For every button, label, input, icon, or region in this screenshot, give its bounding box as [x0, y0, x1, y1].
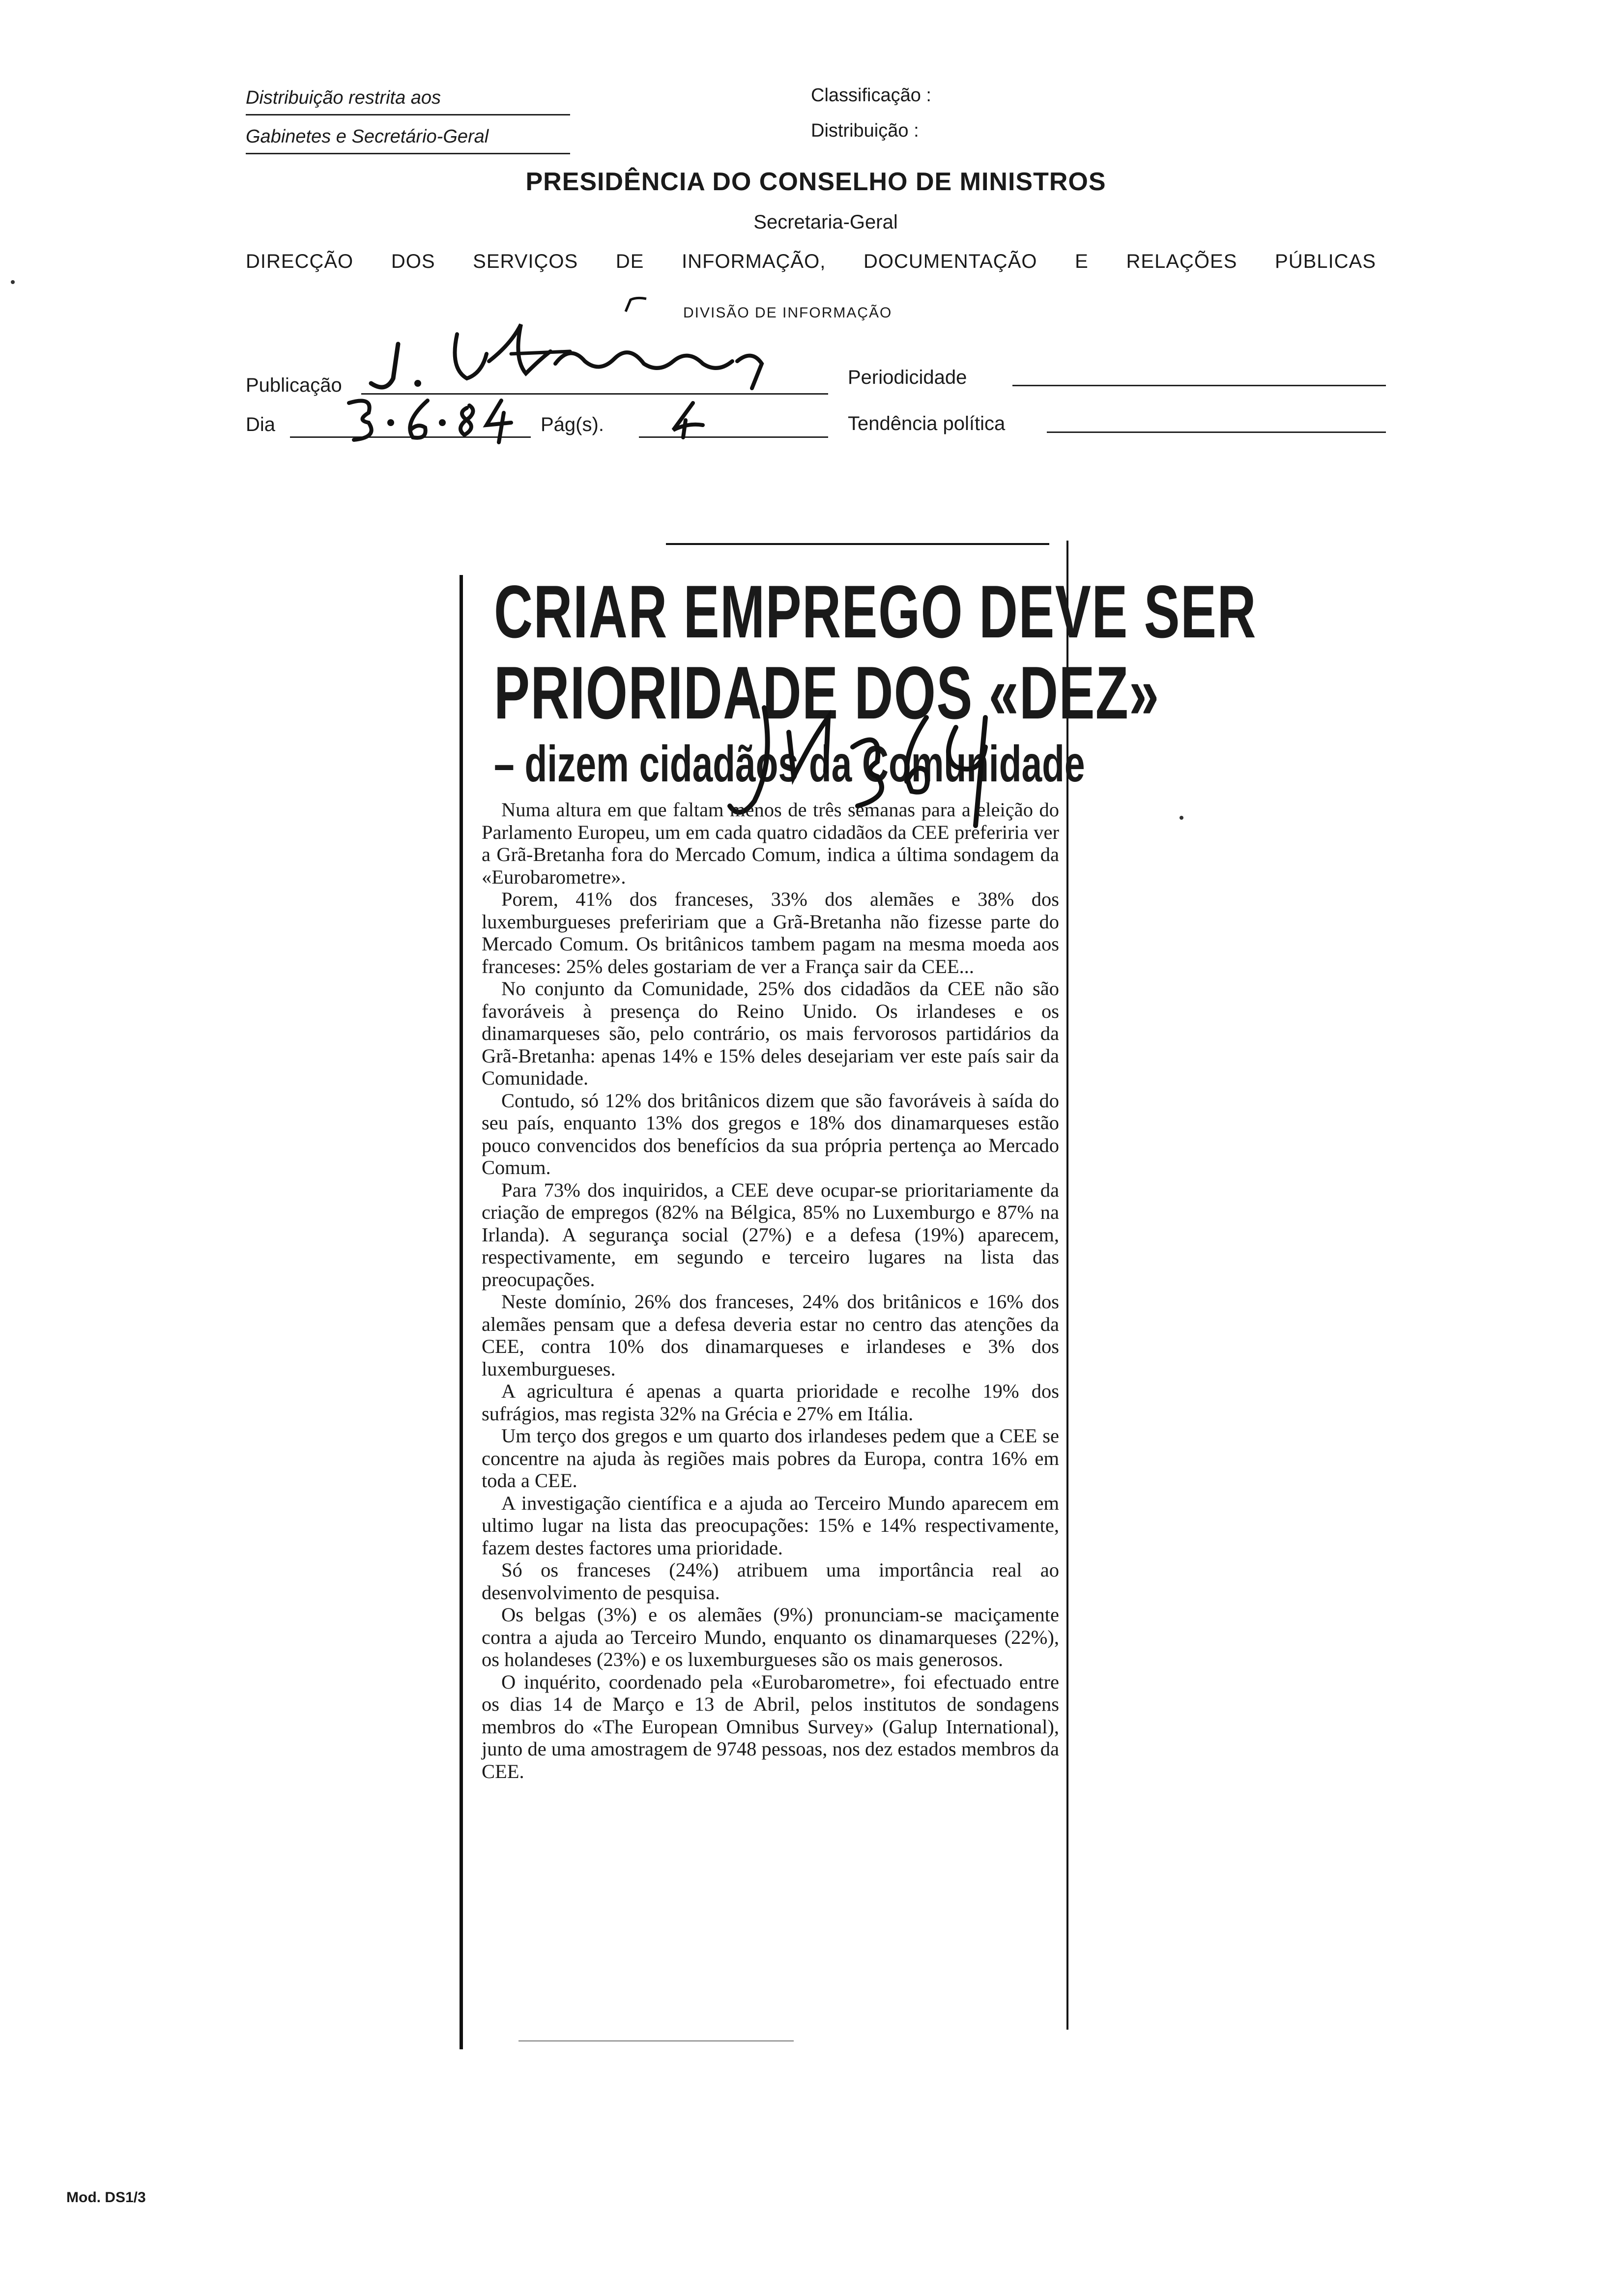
presidencia-title: PRESIDÊNCIA DO CONSELHO DE MINISTROS [525, 168, 1106, 196]
direccao-word: DOCUMENTAÇÃO [864, 251, 1037, 272]
dia-handwritten-value [339, 393, 536, 447]
restricted-distribution-note [246, 84, 570, 154]
periodicidade-underline [1012, 385, 1386, 386]
article-paragraph: A agricultura é apenas a quarta prioridade e recolhe 19% dos sufrágios, mas regista 32% na Grécia e 27% em Itália. [482, 1380, 1059, 1425]
direccao-word: DE [615, 251, 644, 272]
article-paragraph: O inquérito, coordenado pela «Eurobarometre», foi efectuado entre os dias 14 de Março e 13 de Abril, pelos institutos de sondagens membros do «The European Omnibus Survey» (Galup International), junto de uma amostragem de 9748 pessoas, nos dez estados membros da CEE. [482, 1670, 1059, 1782]
direccao-word: DOS [391, 251, 435, 272]
classification-block [811, 78, 931, 148]
article-paragraph: Só os franceses (24%) atribuem uma importância real ao desenvolvimento de pesquisa. [482, 1559, 1059, 1604]
clipping-top-rule [666, 543, 1049, 545]
clipping-bottom-rule [518, 2040, 794, 2041]
article-paragraph: A investigação científica e a ajuda ao Terceiro Mundo aparecem em ultimo lugar na lista das preocupações: 15% e 14% respectivamente, fazem destes factores uma prioridade. [482, 1492, 1059, 1559]
restricted-line-1: Distribuição restrita aos [246, 84, 570, 115]
secretaria-subtitle: Secretaria-Geral [753, 211, 898, 233]
article-paragraph: Para 73% dos inquiridos, a CEE deve ocupar-se prioritariamente da criação de empregos (82% na Bélgica, 85% no Luxemburgo e 87% na Irlanda). A segurança social (27%) e a defesa (19%) aparecem, respectivamente, em segundo e terceiro lugares na lista das preocupações. [482, 1178, 1059, 1291]
pags-label: Pág(s). [541, 414, 604, 435]
restricted-line-2: Gabinetes e Secretário-Geral [246, 122, 570, 154]
direccao-word: E [1075, 251, 1089, 272]
headline-line-1: CRIAR EMPREGO DEVE SER [494, 570, 1257, 654]
divisao-label: DIVISÃO DE INFORMAÇÃO [683, 305, 892, 321]
periodicidade-label: Periodicidade [848, 367, 967, 388]
tendencia-label: Tendência política [848, 413, 1006, 434]
publicacao-label: Publicação [246, 374, 342, 396]
pags-handwritten-value [659, 401, 718, 440]
direccao-word: INFORMAÇÃO, [682, 251, 826, 272]
article-body [482, 799, 1059, 1782]
article-paragraph: No conjunto da Comunidade, 25% dos cidadãos da CEE não são favoráveis à presença do Reino Unido. Os irlandeses e os dinamarqueses são, pelo contrário, os mais fervorosos partidários da Grã-Bretanha: apenas 14% e 15% deles desejariam ver este país sair da Comunidade. [482, 977, 1059, 1089]
direccao-word: SERVIÇOS [473, 251, 578, 272]
publicacao-handwritten-value [364, 315, 806, 398]
pen-mark-icon [622, 295, 651, 315]
distribuicao-label: Distribuição : [811, 120, 919, 141]
direccao-word: PÚBLICAS [1275, 251, 1376, 272]
article-paragraph: Porem, 41% dos franceses, 33% dos alemães e 38% dos luxemburgueses prefeririam que a Grã-Bretanha não fizesse parte do Mercado Comum. Os britânicos tambem pagam na mesma moeda aos franceses: 25% deles gostariam de ver a França sair da CEE... [482, 888, 1059, 977]
scan-speck [1180, 816, 1183, 820]
article-paragraph: Numa altura em que faltam menos de três semanas para a eleição do Parlamento Europeu, um em cada quatro cidadãos da CEE preferiria ver a Grã-Bretanha fora do Mercado Comum, indica a última sondagem da «Eurobarometre». [482, 799, 1059, 888]
scan-speck [11, 280, 15, 284]
classificacao-label: Classificação : [811, 85, 931, 106]
headline-line-2: PRIORIDADE DOS «DEZ» [494, 651, 1160, 735]
direccao-line [246, 251, 1376, 273]
direccao-word: DIRECÇÃO [246, 251, 354, 272]
subheadline: – dizem cidadãos da Comunidade [494, 736, 1085, 793]
article-paragraph: Contudo, só 12% dos britânicos dizem que são favoráveis à saída do seu país, enquanto 13% dos gregos e 18% dos dinamarqueses estão pouco convencidos dos benefícios da sua própria pertença ao Mercado Comum. [482, 1089, 1059, 1178]
newspaper-clipping [460, 541, 1257, 2059]
article-paragraph: Neste domínio, 26% dos franceses, 24% dos britânicos e 16% dos alemães pensam que a defesa deveria estar no centro das atenções da CEE, contra 10% dos dinamarqueses e irlandeses e 3% dos luxemburgueses. [482, 1291, 1059, 1380]
tendencia-underline [1047, 431, 1386, 433]
article-paragraph: Os belgas (3%) e os alemães (9%) pronunciam-se maciçamente contra a ajuda ao Terceiro Mundo, enquanto os dinamarqueses (22%), os holandeses (23%) e os luxemburgueses são os mais generosos. [482, 1604, 1059, 1670]
direccao-word: RELAÇÕES [1126, 251, 1238, 272]
dia-label: Dia [246, 414, 276, 435]
clipping-left-rule [460, 575, 463, 2049]
form-model-code: Mod. DS1/3 [66, 2189, 146, 2206]
article-paragraph: Um terço dos gregos e um quarto dos irlandeses pedem que a CEE se concentre na ajuda às regiões mais pobres da Europa, contra 16% em toda a CEE. [482, 1425, 1059, 1492]
